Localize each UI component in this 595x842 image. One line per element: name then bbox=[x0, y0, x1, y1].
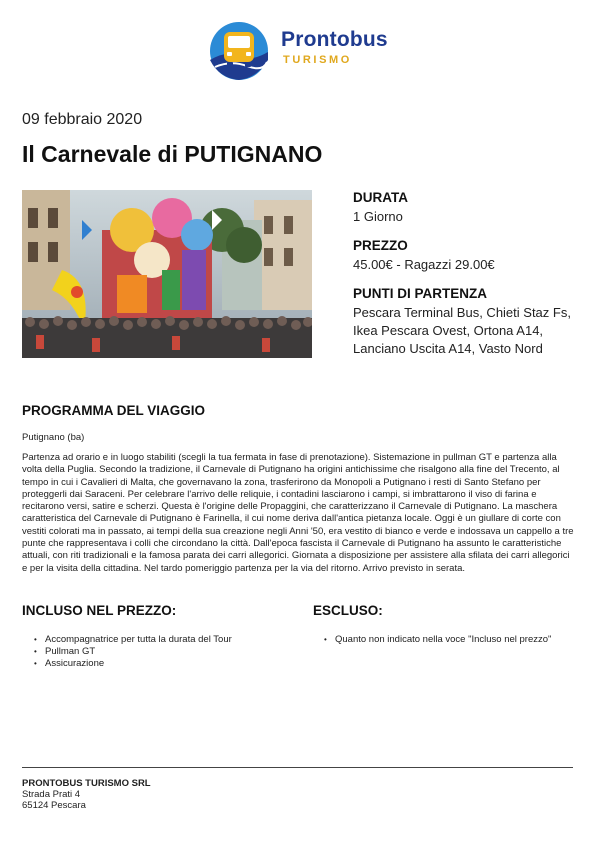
prontobus-logo bbox=[207, 20, 397, 82]
trip-info bbox=[353, 190, 578, 370]
excluded-title: ESCLUSO: bbox=[313, 603, 383, 618]
excluded-list bbox=[323, 634, 551, 646]
footer-company: PRONTOBUS TURISMO SRL bbox=[22, 778, 151, 789]
duration-label: DURATA bbox=[353, 190, 408, 205]
list-item: • Quanto non indicato nella voce "Incluso nel prezzo" bbox=[323, 634, 551, 646]
trip-date: 09 febbraio 2020 bbox=[22, 111, 143, 128]
list-item: • Accompagnatrice per tutta la durata del Tour bbox=[33, 634, 232, 646]
footer-city: 65124 Pescara bbox=[22, 800, 86, 811]
footer-divider bbox=[22, 767, 573, 768]
program-title: PROGRAMMA DEL VIAGGIO bbox=[22, 403, 206, 418]
included-title: INCLUSO NEL PREZZO: bbox=[22, 603, 177, 618]
list-item: • Pullman GT bbox=[33, 646, 232, 658]
brand-subtitle: TURISMO bbox=[283, 54, 352, 66]
list-item: • Assicurazione bbox=[33, 658, 232, 670]
trip-title: Il Carnevale di PUTIGNANO bbox=[22, 141, 323, 167]
footer bbox=[22, 778, 151, 811]
departures-label: PUNTI DI PARTENZA bbox=[353, 286, 487, 301]
duration-value: 1 Giorno bbox=[353, 209, 403, 224]
price-value: 45.00€ - Ragazzi 29.00€ bbox=[353, 257, 495, 272]
price-label: PREZZO bbox=[353, 238, 408, 253]
included-list bbox=[33, 634, 232, 670]
carnival-photo bbox=[22, 190, 312, 358]
program-place: Putignano (ba) bbox=[22, 432, 85, 443]
program-text: Partenza ad orario e in luogo stabiliti (scegli la tua fermata in fase di prenotazione). Sistemazione in pullman GT e partenza alla volta della Puglia. Secondo la tradizione, il Carnevale di Putignano ha origini antichissime che risalgono alla fine del Trecento, al tempo in cui i Cavalieri di Malta, che governavano la zona, trasferirono da Monopoli a Putignano i resti di Santo Stefano per proteggerli dai Saraceni. Per celebrare l'arrivo delle reliquie, i contadini lasciarono i campi, si imbrattarono il viso di farina e recitarono versi, satire e scherzi. Questa è l'origine delle Propaggini, che caratterizzano il Carnevale di Putignano. La maschera caratteristica del Carnevale di Putignano è Farinella, il cui nome deriva dall'antica pietanza locale. Oggi è un giullare di corte con vestiti colorati ma in passato, ai tempi della sua creazione negli Anni '50, era vestito di bianco e verde e indossava un cappello a tre punte che rappresentava i colli che circondano la città. Dall'epoca fascista il Carnevale di Putignano ha assunto le caratteristiche attuali, con riti tradizionali e la famosa parata dei carri allegorici. Giornata a disposizione per assistere alla sfilata dei carri allegorici e per la visita della cittadina. Nel tardo pomeriggio partenza per la via del ritorno. Arrivo previsto in serata. bbox=[22, 452, 574, 574]
bus-logo-icon bbox=[207, 20, 271, 82]
footer-address: Strada Prati 4 bbox=[22, 789, 81, 800]
brand-name: Prontobus bbox=[281, 28, 388, 51]
departures-value: Pescara Terminal Bus, Chieti Staz Fs, Ikea Pescara Ovest, Ortona A14, Lanciano Uscita A14, Vasto Nord bbox=[353, 305, 571, 356]
